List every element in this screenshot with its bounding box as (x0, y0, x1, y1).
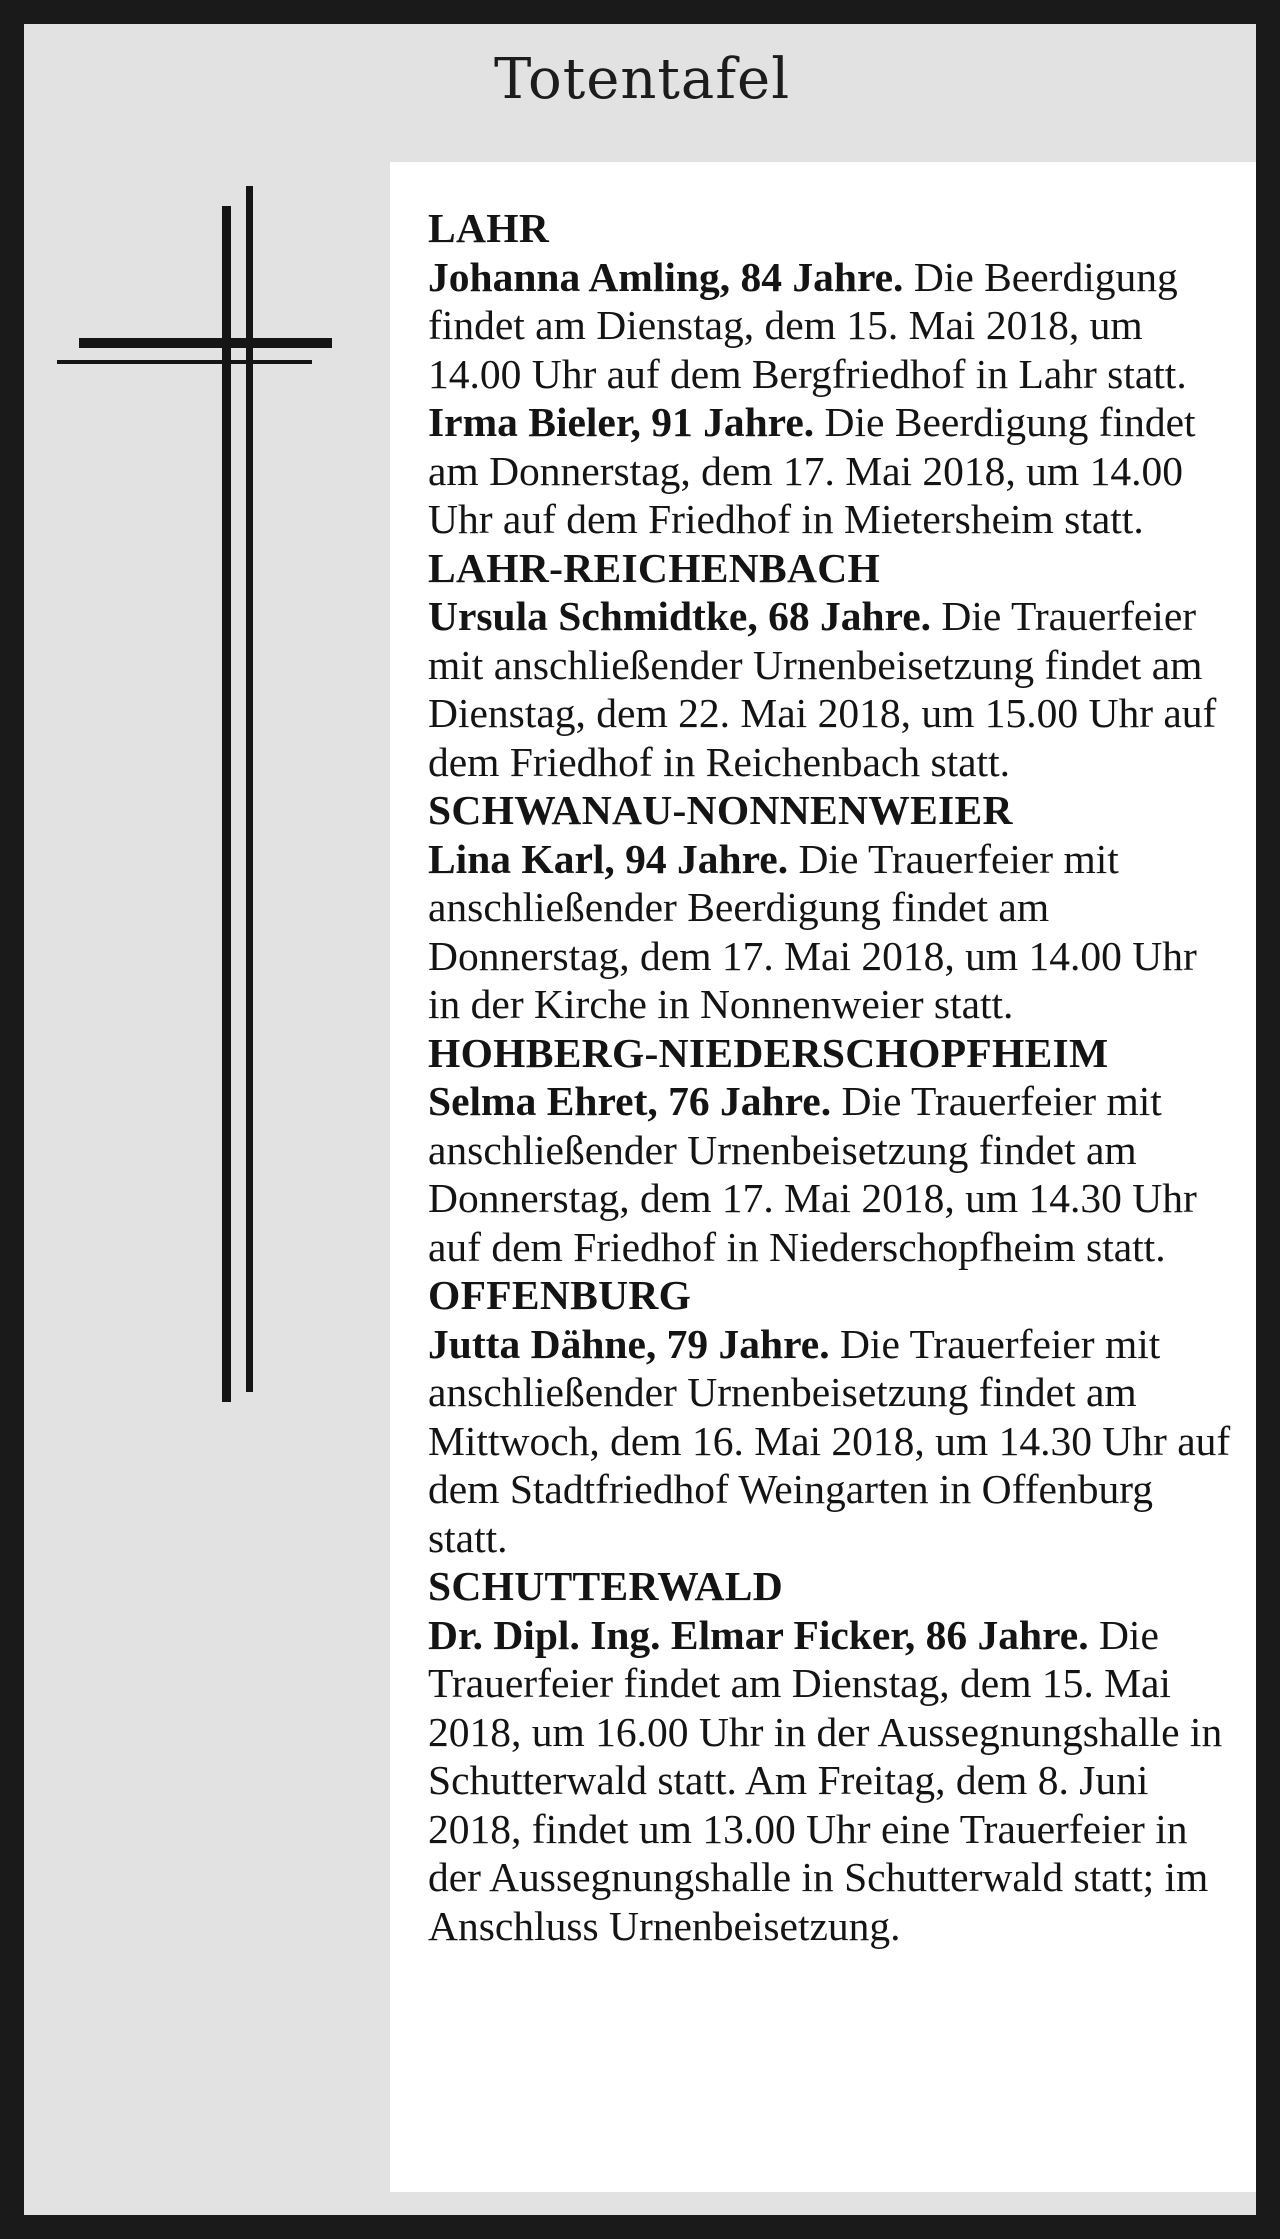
section-place: HOHBERG-NIEDERSCHOPFHEIM (428, 1029, 1109, 1076)
notice-section (428, 204, 1236, 544)
cross-horizontal-bar-upper (79, 338, 332, 348)
notice-section (428, 1562, 1236, 1950)
page-title: Totentafel (494, 47, 791, 112)
deceased-name: Dr. Dipl. Ing. Elmar Ficker, 86 Jahre. (428, 1611, 1089, 1658)
notice-text: Die Trauerfeier mit anschließender Urnenbeisetzung findet am Dienstag, dem 22. Mai 2018, um 15.00 Uhr auf dem Friedhof in Reichenbach statt. (428, 593, 1217, 785)
deceased-name: Jutta Dähne, 79 Jahre. (428, 1320, 830, 1367)
section-place: SCHWANAU-NONNENWEIER (428, 787, 1013, 833)
notice-entry (428, 398, 1236, 544)
notice-entry (428, 592, 1236, 786)
deceased-name: Ursula Schmidtke, 68 Jahre. (428, 593, 932, 639)
notice-section (428, 544, 1236, 787)
notice-section (428, 786, 1236, 1029)
deceased-name: Selma Ehret, 76 Jahre. (428, 1078, 832, 1124)
deceased-name: Johanna Amling, 84 Jahre. (428, 253, 904, 300)
notice-text: Die Trauerfeier mit anschließender Urnenbeisetzung findet am Donnerstag, dem 17. Mai 2018, um 14.30 Uhr auf dem Friedhof in Niederschopfheim statt. (428, 1078, 1197, 1270)
notices-column (390, 162, 1256, 2192)
notice-text: Die Beerdigung findet am Donnerstag, dem 17. Mai 2018, um 14.00 Uhr auf dem Friedhof in Mietersheim statt. (428, 399, 1196, 542)
notice-text: Die Beerdigung findet am Dienstag, dem 15. Mai 2018, um 14.00 Uhr auf dem Bergfriedhof in Lahr statt. (428, 253, 1187, 397)
notice-entry (428, 1320, 1236, 1563)
notice-entry (428, 253, 1236, 399)
deceased-name: Irma Bieler, 91 Jahre. (428, 399, 815, 445)
obituary-panel (24, 24, 1256, 2215)
notices-list (428, 204, 1236, 1950)
notice-entry (428, 835, 1236, 1029)
notice-text: Die Trauerfeier mit anschließender Beerdigung findet am Donnerstag, dem 17. Mai 2018, um 14.00 Uhr in der Kirche in Nonnenweier statt. (428, 835, 1197, 1027)
section-place: LAHR (428, 205, 550, 251)
notice-entry (428, 1611, 1236, 1951)
cross-vertical-bar-right (246, 186, 253, 1392)
deceased-name: Lina Karl, 94 Jahre. (428, 835, 789, 882)
notice-section (428, 1271, 1236, 1562)
notice-text: Die Trauerfeier mit anschließender Urnenbeisetzung findet am Mittwoch, dem 16. Mai 2018, um 14.30 Uhr auf dem Stadtfriedhof Weingarten in Offenburg statt. (428, 1320, 1231, 1561)
cross-vertical-bar-left (222, 206, 231, 1402)
cross-icon (54, 164, 354, 1404)
cross-horizontal-bar-lower (57, 360, 312, 364)
notice-text: Die Trauerfeier findet am Dienstag, dem 15. Mai 2018, um 16.00 Uhr in der Aussegnungshalle in Schutterwald statt. Am Freitag, dem 8. Juni 2018, findet um 13.00 Uhr eine Trauerfeier in der Aussegnungshalle in Schutterwald statt; im Anschluss Urnenbeisetzung. (428, 1611, 1223, 1949)
section-place: LAHR-REICHENBACH (428, 544, 881, 591)
notice-section (428, 1029, 1236, 1272)
section-place: OFFENBURG (428, 1272, 692, 1318)
notice-entry (428, 1077, 1236, 1271)
section-place: SCHUTTERWALD (428, 1563, 783, 1609)
